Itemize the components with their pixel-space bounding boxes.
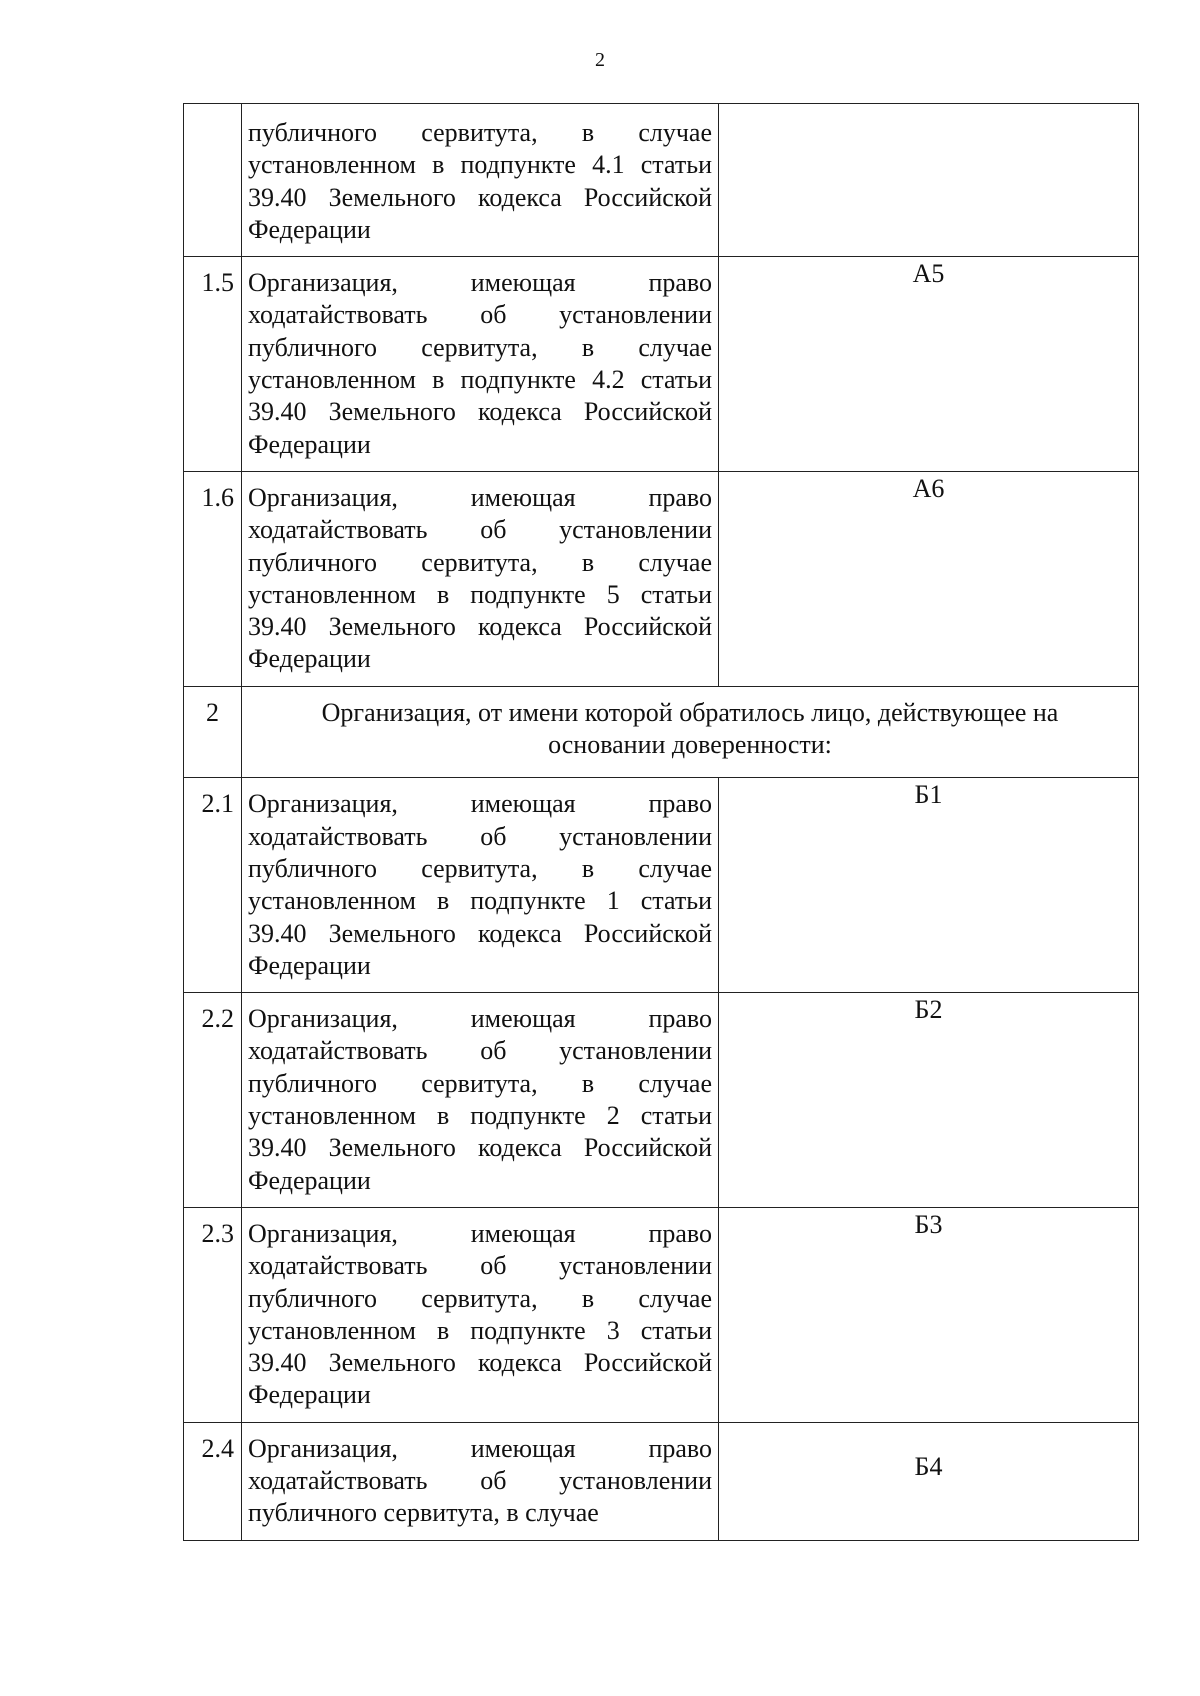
row-description: Организация, имеющая право ходатайствовать об установлении публичного сервитута, в случае [242,1422,719,1540]
table-row [184,993,1139,1208]
row-number: 2.1 [184,778,242,993]
row-code: А5 [719,257,1139,472]
row-code: Б2 [719,993,1139,1208]
applicant-category-table [183,103,1139,1541]
row-description: Организация, имеющая право ходатайствовать об установлении публичного сервитута, в случае установленном в подпункте 2 статьи 39.40 Земельного кодекса Российской Федерации [242,993,719,1208]
table-row [184,1207,1139,1422]
section-title: Организация, от имени которой обратилось лицо, действующее на основании доверенности: [242,686,1139,778]
table-row [184,471,1139,686]
row-number: 2.4 [184,1422,242,1540]
row-number: 1.6 [184,471,242,686]
table-row [184,257,1139,472]
row-description: Организация, имеющая право ходатайствовать об установлении публичного сервитута, в случае установленном в подпункте 5 статьи 39.40 Земельного кодекса Российской Федерации [242,471,719,686]
row-description: Организация, имеющая право ходатайствовать об установлении публичного сервитута, в случае установленном в подпункте 3 статьи 39.40 Земельного кодекса Российской Федерации [242,1207,719,1422]
row-number: 2.2 [184,993,242,1208]
row-number [184,104,242,257]
row-code: Б4 [719,1422,1139,1540]
row-description: Организация, имеющая право ходатайствовать об установлении публичного сервитута, в случае установленном в подпункте 4.2 статьи 39.40 Земельного кодекса Российской Федерации [242,257,719,472]
row-number: 2.3 [184,1207,242,1422]
table-row [184,1422,1139,1540]
row-code: Б1 [719,778,1139,993]
row-description: публичного сервитута, в случае установленном в подпункте 4.1 статьи 39.40 Земельного кодекса Российской Федерации [242,104,719,257]
section-number: 2 [184,686,242,778]
row-code: Б3 [719,1207,1139,1422]
section-header-row [184,686,1139,778]
row-description: Организация, имеющая право ходатайствовать об установлении публичного сервитута, в случае установленном в подпункте 1 статьи 39.40 Земельного кодекса Российской Федерации [242,778,719,993]
table-row [184,104,1139,257]
row-code [719,104,1139,257]
table-row [184,778,1139,993]
page-number: 2 [595,49,605,71]
row-code: А6 [719,471,1139,686]
row-number: 1.5 [184,257,242,472]
